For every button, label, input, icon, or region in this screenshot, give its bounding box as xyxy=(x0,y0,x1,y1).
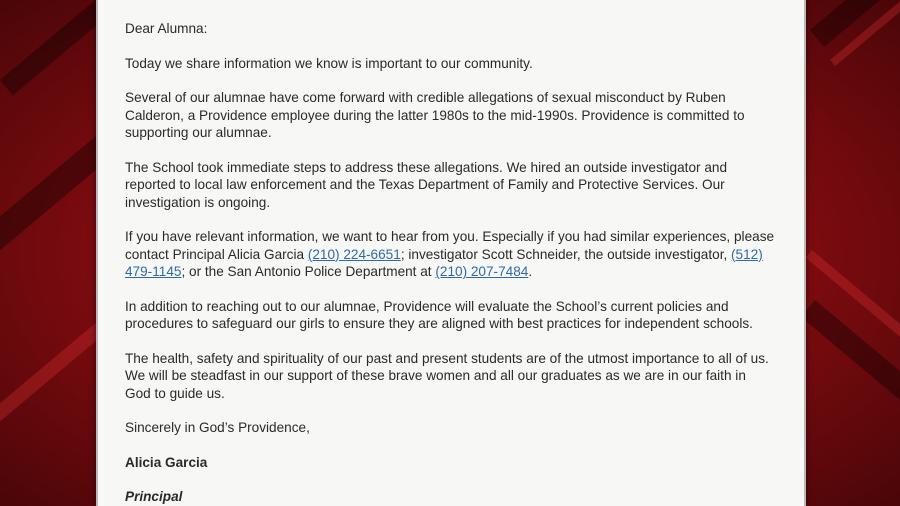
salutation: Dear Alumna: xyxy=(125,21,208,36)
signature-name: Alicia Garcia xyxy=(125,454,208,470)
paragraph-steps: The School took immediate steps to address these allegations. We hired an outside investigator and reported to local law enforcement and the Texas Department of Family and Protective Services. Our investigation is ongoing. xyxy=(125,159,728,210)
phone-link-police[interactable]: (210) 207-7484 xyxy=(435,264,529,279)
closing: Sincerely in God’s Providence, xyxy=(125,420,310,435)
contact-text: . xyxy=(528,264,533,279)
phone-link-principal[interactable]: (210) 224-6651 xyxy=(307,246,401,262)
decorative-stripe xyxy=(0,317,112,431)
paragraph-faith: The health, safety and spirituality of our past and present students are of the utmost importance to all of us. We will be steadfast in our support of these brave women and all our graduates as we are in our faith in God to guide us. xyxy=(125,350,769,401)
paragraph-intro: Today we share information we know is important to our community. xyxy=(125,55,533,71)
paragraph-policies: In addition to reaching out to our alumnae, Providence will evaluate the School’s current policies and procedures to safeguard our girls to ensure they are aligned with best practices for independent schools. xyxy=(125,298,753,331)
letter-page xyxy=(96,0,806,506)
contact-text: ; or the San Antonio Police Department at xyxy=(181,264,436,279)
phone-link-investigator[interactable]: (512) 479-1145 xyxy=(125,246,763,279)
contact-text: If you have relevant information, we want to hear from you. Especially if you had similar experiences, please contact Principal Alicia Garcia xyxy=(125,229,775,262)
contact-text: ; investigator Scott Schneider, the outside investigator, xyxy=(400,246,732,262)
paragraph-allegations: Several of our alumnae have come forward with credible allegations of sexual misconduct by Ruben Calderon, a Providence employee during the latter 1980s to the mid-1990s. Providence is committed to supporting our alumnae. xyxy=(125,90,745,140)
paragraph-contact xyxy=(125,228,775,281)
letter-body xyxy=(125,20,775,506)
signature-title: Principal xyxy=(125,489,183,504)
